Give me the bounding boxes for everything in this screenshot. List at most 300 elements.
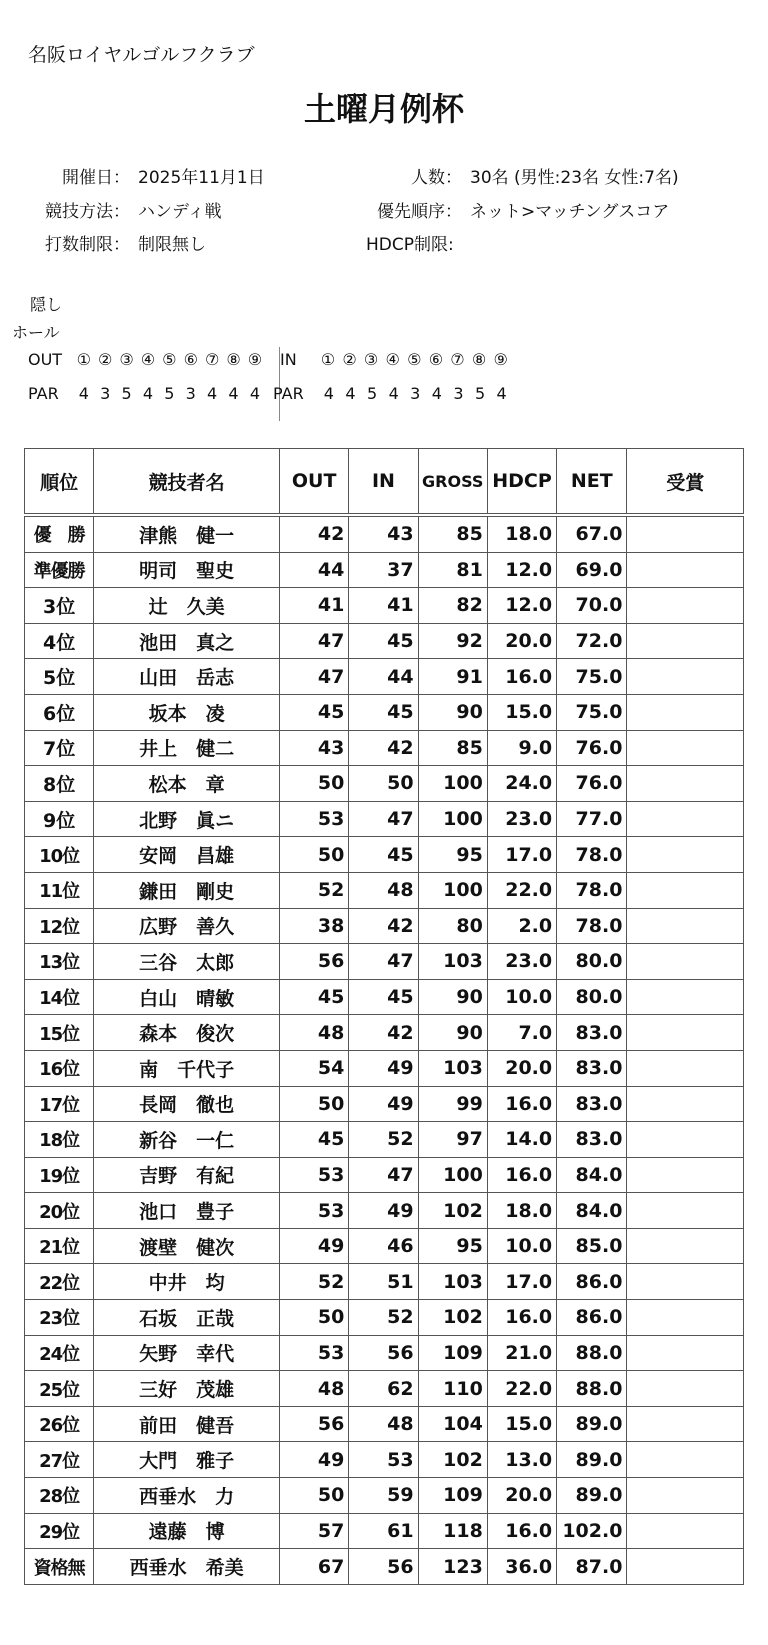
table-row [25,1549,744,1585]
cell-rank: 29位 [25,1513,94,1549]
cell-out: 50 [280,1086,349,1122]
page-title: 土曜月例杯 [303,90,464,128]
in-hole-2: ② [342,350,357,369]
cell-net: 76.0 [557,766,627,802]
cell-name: 池田 真之 [94,623,280,659]
cell-out: 45 [280,1122,349,1158]
table-row [25,1406,744,1442]
cell-award [627,1122,744,1158]
table-row [25,1300,744,1336]
in-hole-7: ⑦ [450,350,465,369]
limit-label: 打数制限： [45,235,130,255]
cell-out: 56 [280,1406,349,1442]
table-row [25,1122,744,1158]
cell-gross: 81 [418,552,487,588]
cell-award [627,588,744,624]
header-out: OUT [280,449,349,516]
cell-rank: 19位 [25,1157,94,1193]
in-par-label: PAR [273,384,304,403]
cell-net: 69.0 [557,552,627,588]
cell-name: 西垂水 力 [94,1478,280,1514]
cell-out: 47 [280,659,349,695]
out-hole-3: ③ [119,350,134,369]
table-row [25,730,744,766]
cell-net: 88.0 [557,1371,627,1407]
cell-gross: 100 [418,872,487,908]
cell-rank: 21位 [25,1228,94,1264]
club-name: 名阪ロイヤルゴルフクラブ [28,44,255,66]
cell-award [627,623,744,659]
table-row [25,623,744,659]
cell-name: 山田 岳志 [94,659,280,695]
cell-hdcp: 20.0 [487,623,556,659]
cell-rank: 準優勝 [25,552,94,588]
cell-rank: 15位 [25,1015,94,1051]
cell-hdcp: 12.0 [487,588,556,624]
cell-rank: 24位 [25,1335,94,1371]
table-row [25,515,744,552]
cell-net: 78.0 [557,908,627,944]
cell-rank: 7位 [25,730,94,766]
cell-in: 45 [349,979,418,1015]
cell-award [627,908,744,944]
out-hole-5: ⑤ [162,350,177,369]
cell-net: 102.0 [557,1513,627,1549]
table-row [25,979,744,1015]
out-par-7: 4 [207,384,218,403]
cell-gross: 103 [418,1264,487,1300]
cell-award [627,944,744,980]
cell-net: 86.0 [557,1300,627,1336]
cell-hdcp: 16.0 [487,1157,556,1193]
method-label: 競技方法： [45,202,130,222]
cell-in: 52 [349,1300,418,1336]
cell-name: 辻 久美 [94,588,280,624]
cell-hdcp: 12.0 [487,552,556,588]
in-hole-5: ⑤ [407,350,422,369]
cell-hdcp: 16.0 [487,1300,556,1336]
cell-award [627,659,744,695]
cell-hdcp: 23.0 [487,801,556,837]
out-hole-6: ⑥ [183,350,198,369]
out-hole-4: ④ [140,350,156,369]
header-hdcp: HDCP [487,449,556,516]
cell-in: 42 [349,1015,418,1051]
out-par-3: 5 [121,384,132,403]
cell-rank: 22位 [25,1264,94,1300]
cell-award [627,1015,744,1051]
cell-award [627,1086,744,1122]
cell-award [627,1442,744,1478]
cell-in: 45 [349,623,418,659]
cell-net: 78.0 [557,872,627,908]
cell-name: 井上 健二 [94,730,280,766]
cell-award [627,515,744,552]
cell-rank: 27位 [25,1442,94,1478]
cell-in: 62 [349,1371,418,1407]
cell-out: 56 [280,944,349,980]
cell-out: 53 [280,801,349,837]
cell-in: 56 [349,1335,418,1371]
in-par-2: 4 [345,384,356,403]
table-row [25,1513,744,1549]
cell-name: 新谷 一仁 [94,1122,280,1158]
cell-net: 84.0 [557,1193,627,1229]
table-row [25,1050,744,1086]
cell-hdcp: 36.0 [487,1549,556,1585]
cell-gross: 95 [418,837,487,873]
cell-hdcp: 22.0 [487,1371,556,1407]
cell-rank: 8位 [25,766,94,802]
cell-in: 53 [349,1442,418,1478]
cell-award [627,1050,744,1086]
date-label: 開催日： [62,168,130,188]
cell-gross: 109 [418,1335,487,1371]
cell-award [627,1193,744,1229]
cell-out: 42 [280,515,349,552]
table-row [25,1264,744,1300]
cell-name: 遠藤 博 [94,1513,280,1549]
count-label: 人数： [411,168,462,188]
cell-net: 85.0 [557,1228,627,1264]
table-row [25,1371,744,1407]
cell-gross: 123 [418,1549,487,1585]
cell-award [627,766,744,802]
cell-net: 89.0 [557,1478,627,1514]
cell-name: 坂本 凌 [94,694,280,730]
header-in: IN [349,449,418,516]
cell-rank: 25位 [25,1371,94,1407]
out-holes-row [28,350,266,369]
cell-name: 前田 健吾 [94,1406,280,1442]
cell-hdcp: 16.0 [487,659,556,695]
limit-value: 制限無し [138,235,206,255]
cell-rank: 23位 [25,1300,94,1336]
table-row [25,944,744,980]
hidden-hole-label: 隠し [30,295,63,314]
in-par-9: 4 [496,384,507,403]
cell-name: 矢野 幸代 [94,1335,280,1371]
cell-name: 石坂 正哉 [94,1300,280,1336]
cell-gross: 85 [418,730,487,766]
out-par-2: 3 [100,384,111,403]
in-hole-4: ④ [385,350,400,369]
cell-name: 南 千代子 [94,1050,280,1086]
table-row [25,1086,744,1122]
cell-net: 89.0 [557,1406,627,1442]
cell-award [627,1157,744,1193]
cell-rank: 26位 [25,1406,94,1442]
cell-gross: 90 [418,1015,487,1051]
table-row [25,588,744,624]
table-row [25,659,744,695]
cell-out: 53 [280,1335,349,1371]
cell-name: 西垂水 希美 [94,1549,280,1585]
cell-in: 49 [349,1050,418,1086]
cell-net: 75.0 [557,659,627,695]
cell-gross: 100 [418,801,487,837]
cell-hdcp: 13.0 [487,1442,556,1478]
in-par-8: 5 [474,384,486,403]
cell-in: 45 [349,837,418,873]
table-row [25,766,744,802]
cell-out: 45 [280,694,349,730]
cell-in: 42 [349,908,418,944]
cell-in: 61 [349,1513,418,1549]
cell-net: 83.0 [557,1086,627,1122]
cell-rank: 9位 [25,801,94,837]
cell-net: 80.0 [557,979,627,1015]
cell-net: 83.0 [557,1050,627,1086]
out-hole-9: ⑨ [247,350,263,369]
header-rank: 順位 [25,449,94,516]
cell-out: 45 [280,979,349,1015]
cell-hdcp: 21.0 [487,1335,556,1371]
cell-gross: 100 [418,766,487,802]
cell-gross: 103 [418,944,487,980]
cell-name: 明司 聖史 [94,552,280,588]
count-value: 30名 (男性:23名 女性:7名) [470,168,679,188]
cell-rank: 6位 [25,694,94,730]
cell-hdcp: 22.0 [487,872,556,908]
cell-net: 76.0 [557,730,627,766]
cell-rank: 4位 [25,623,94,659]
cell-name: 吉野 有紀 [94,1157,280,1193]
cell-rank: 14位 [25,979,94,1015]
cell-rank: 3位 [25,588,94,624]
cell-out: 50 [280,1300,349,1336]
cell-gross: 91 [418,659,487,695]
cell-rank: 13位 [25,944,94,980]
in-label: IN [280,350,297,369]
cell-hdcp: 15.0 [487,1406,556,1442]
cell-award [627,801,744,837]
cell-gross: 85 [418,515,487,552]
table-row [25,908,744,944]
cell-gross: 102 [418,1193,487,1229]
cell-gross: 99 [418,1086,487,1122]
cell-out: 67 [280,1549,349,1585]
cell-out: 57 [280,1513,349,1549]
cell-out: 50 [280,837,349,873]
cell-name: 中井 均 [94,1264,280,1300]
cell-name: 池口 豊子 [94,1193,280,1229]
cell-hdcp: 10.0 [487,979,556,1015]
table-row [25,801,744,837]
cell-out: 49 [280,1228,349,1264]
out-par-8: 4 [228,384,239,403]
table-row [25,694,744,730]
cell-name: 北野 眞ニ [94,801,280,837]
header-net: NET [557,449,627,516]
in-par-1: 4 [323,384,334,403]
out-hole-8: ⑧ [226,350,241,369]
cell-in: 43 [349,515,418,552]
cell-out: 52 [280,872,349,908]
out-par-label: PAR [28,384,59,403]
table-row [25,1442,744,1478]
in-hole-6: ⑥ [428,350,444,369]
cell-rank: 18位 [25,1122,94,1158]
cell-in: 49 [349,1086,418,1122]
in-par-row [273,384,512,403]
cell-award [627,872,744,908]
cell-gross: 110 [418,1371,487,1407]
cell-rank: 16位 [25,1050,94,1086]
cell-name: 鎌田 剛史 [94,872,280,908]
cell-award [627,1513,744,1549]
table-row [25,1015,744,1051]
out-hole-7: ⑦ [204,350,220,369]
cell-in: 47 [349,801,418,837]
out-hole-1: ① [76,350,91,369]
cell-out: 53 [280,1193,349,1229]
cell-net: 67.0 [557,515,627,552]
cell-net: 72.0 [557,623,627,659]
out-hole-2: ② [98,350,113,369]
cell-hdcp: 17.0 [487,837,556,873]
cell-award [627,730,744,766]
priority-value: ネット>マッチングスコア [470,202,670,222]
cell-net: 88.0 [557,1335,627,1371]
cell-name: 長岡 徹也 [94,1086,280,1122]
cell-out: 44 [280,552,349,588]
out-par-row [28,384,266,403]
cell-rank: 17位 [25,1086,94,1122]
table-row [25,1228,744,1264]
cell-name: 三好 茂雄 [94,1371,280,1407]
cell-rank: 資格無 [25,1549,94,1585]
cell-out: 50 [280,766,349,802]
hole-label: ホール [12,323,60,342]
cell-out: 49 [280,1442,349,1478]
cell-out: 47 [280,623,349,659]
cell-in: 45 [349,694,418,730]
cell-hdcp: 7.0 [487,1015,556,1051]
cell-award [627,837,744,873]
cell-name: 渡壁 健次 [94,1228,280,1264]
cell-in: 59 [349,1478,418,1514]
cell-award [627,1335,744,1371]
cell-gross: 90 [418,979,487,1015]
cell-out: 41 [280,588,349,624]
cell-name: 安岡 昌雄 [94,837,280,873]
cell-gross: 104 [418,1406,487,1442]
table-row [25,837,744,873]
in-par-3: 5 [366,384,378,403]
cell-award [627,1478,744,1514]
cell-gross: 97 [418,1122,487,1158]
cell-name: 広野 善久 [94,908,280,944]
cell-net: 87.0 [557,1549,627,1585]
cell-rank: 5位 [25,659,94,695]
cell-name: 三谷 太郎 [94,944,280,980]
cell-hdcp: 23.0 [487,944,556,980]
table-row [25,1478,744,1514]
cell-hdcp: 16.0 [487,1513,556,1549]
in-hole-1: ① [320,350,336,369]
cell-net: 89.0 [557,1442,627,1478]
in-hole-9: ⑨ [493,350,508,369]
cell-gross: 118 [418,1513,487,1549]
cell-hdcp: 16.0 [487,1086,556,1122]
cell-out: 52 [280,1264,349,1300]
cell-net: 78.0 [557,837,627,873]
cell-in: 50 [349,766,418,802]
cell-out: 54 [280,1050,349,1086]
in-hole-8: ⑧ [471,350,487,369]
cell-out: 48 [280,1371,349,1407]
cell-gross: 82 [418,588,487,624]
cell-in: 48 [349,1406,418,1442]
table-row [25,552,744,588]
cell-gross: 90 [418,694,487,730]
cell-gross: 102 [418,1300,487,1336]
cell-net: 86.0 [557,1264,627,1300]
cell-gross: 80 [418,908,487,944]
cell-net: 77.0 [557,801,627,837]
cell-net: 83.0 [557,1015,627,1051]
cell-award [627,1300,744,1336]
cell-hdcp: 18.0 [487,515,556,552]
cell-hdcp: 9.0 [487,730,556,766]
cell-hdcp: 17.0 [487,1264,556,1300]
cell-award [627,552,744,588]
in-par-7: 3 [453,384,464,403]
cell-net: 84.0 [557,1157,627,1193]
cell-rank: 11位 [25,872,94,908]
table-row [25,872,744,908]
out-par-5: 5 [164,384,175,403]
header-name: 競技者名 [94,449,280,516]
out-par-4: 4 [142,384,154,403]
cell-net: 80.0 [557,944,627,980]
cell-in: 47 [349,944,418,980]
cell-name: 津熊 健一 [94,515,280,552]
cell-in: 44 [349,659,418,695]
cell-award [627,1371,744,1407]
cell-net: 70.0 [557,588,627,624]
header-award: 受賞 [627,449,744,516]
cell-in: 52 [349,1122,418,1158]
out-label: OUT [28,350,63,369]
cell-net: 83.0 [557,1122,627,1158]
cell-net: 75.0 [557,694,627,730]
cell-out: 43 [280,730,349,766]
cell-name: 松本 章 [94,766,280,802]
hdcp-limit-label: HDCP制限: [366,235,454,255]
cell-gross: 95 [418,1228,487,1264]
table-row [25,1335,744,1371]
cell-hdcp: 15.0 [487,694,556,730]
cell-hdcp: 20.0 [487,1478,556,1514]
cell-award [627,694,744,730]
cell-name: 大門 雅子 [94,1442,280,1478]
out-par-1: 4 [78,384,89,403]
header-row [25,449,744,516]
cell-gross: 102 [418,1442,487,1478]
header-gross: GROSS [418,449,487,516]
cell-in: 49 [349,1193,418,1229]
out-par-6: 3 [185,384,196,403]
cell-hdcp: 14.0 [487,1122,556,1158]
cell-hdcp: 10.0 [487,1228,556,1264]
cell-out: 50 [280,1478,349,1514]
in-par-6: 4 [431,384,442,403]
cell-hdcp: 18.0 [487,1193,556,1229]
cell-out: 38 [280,908,349,944]
cell-in: 42 [349,730,418,766]
